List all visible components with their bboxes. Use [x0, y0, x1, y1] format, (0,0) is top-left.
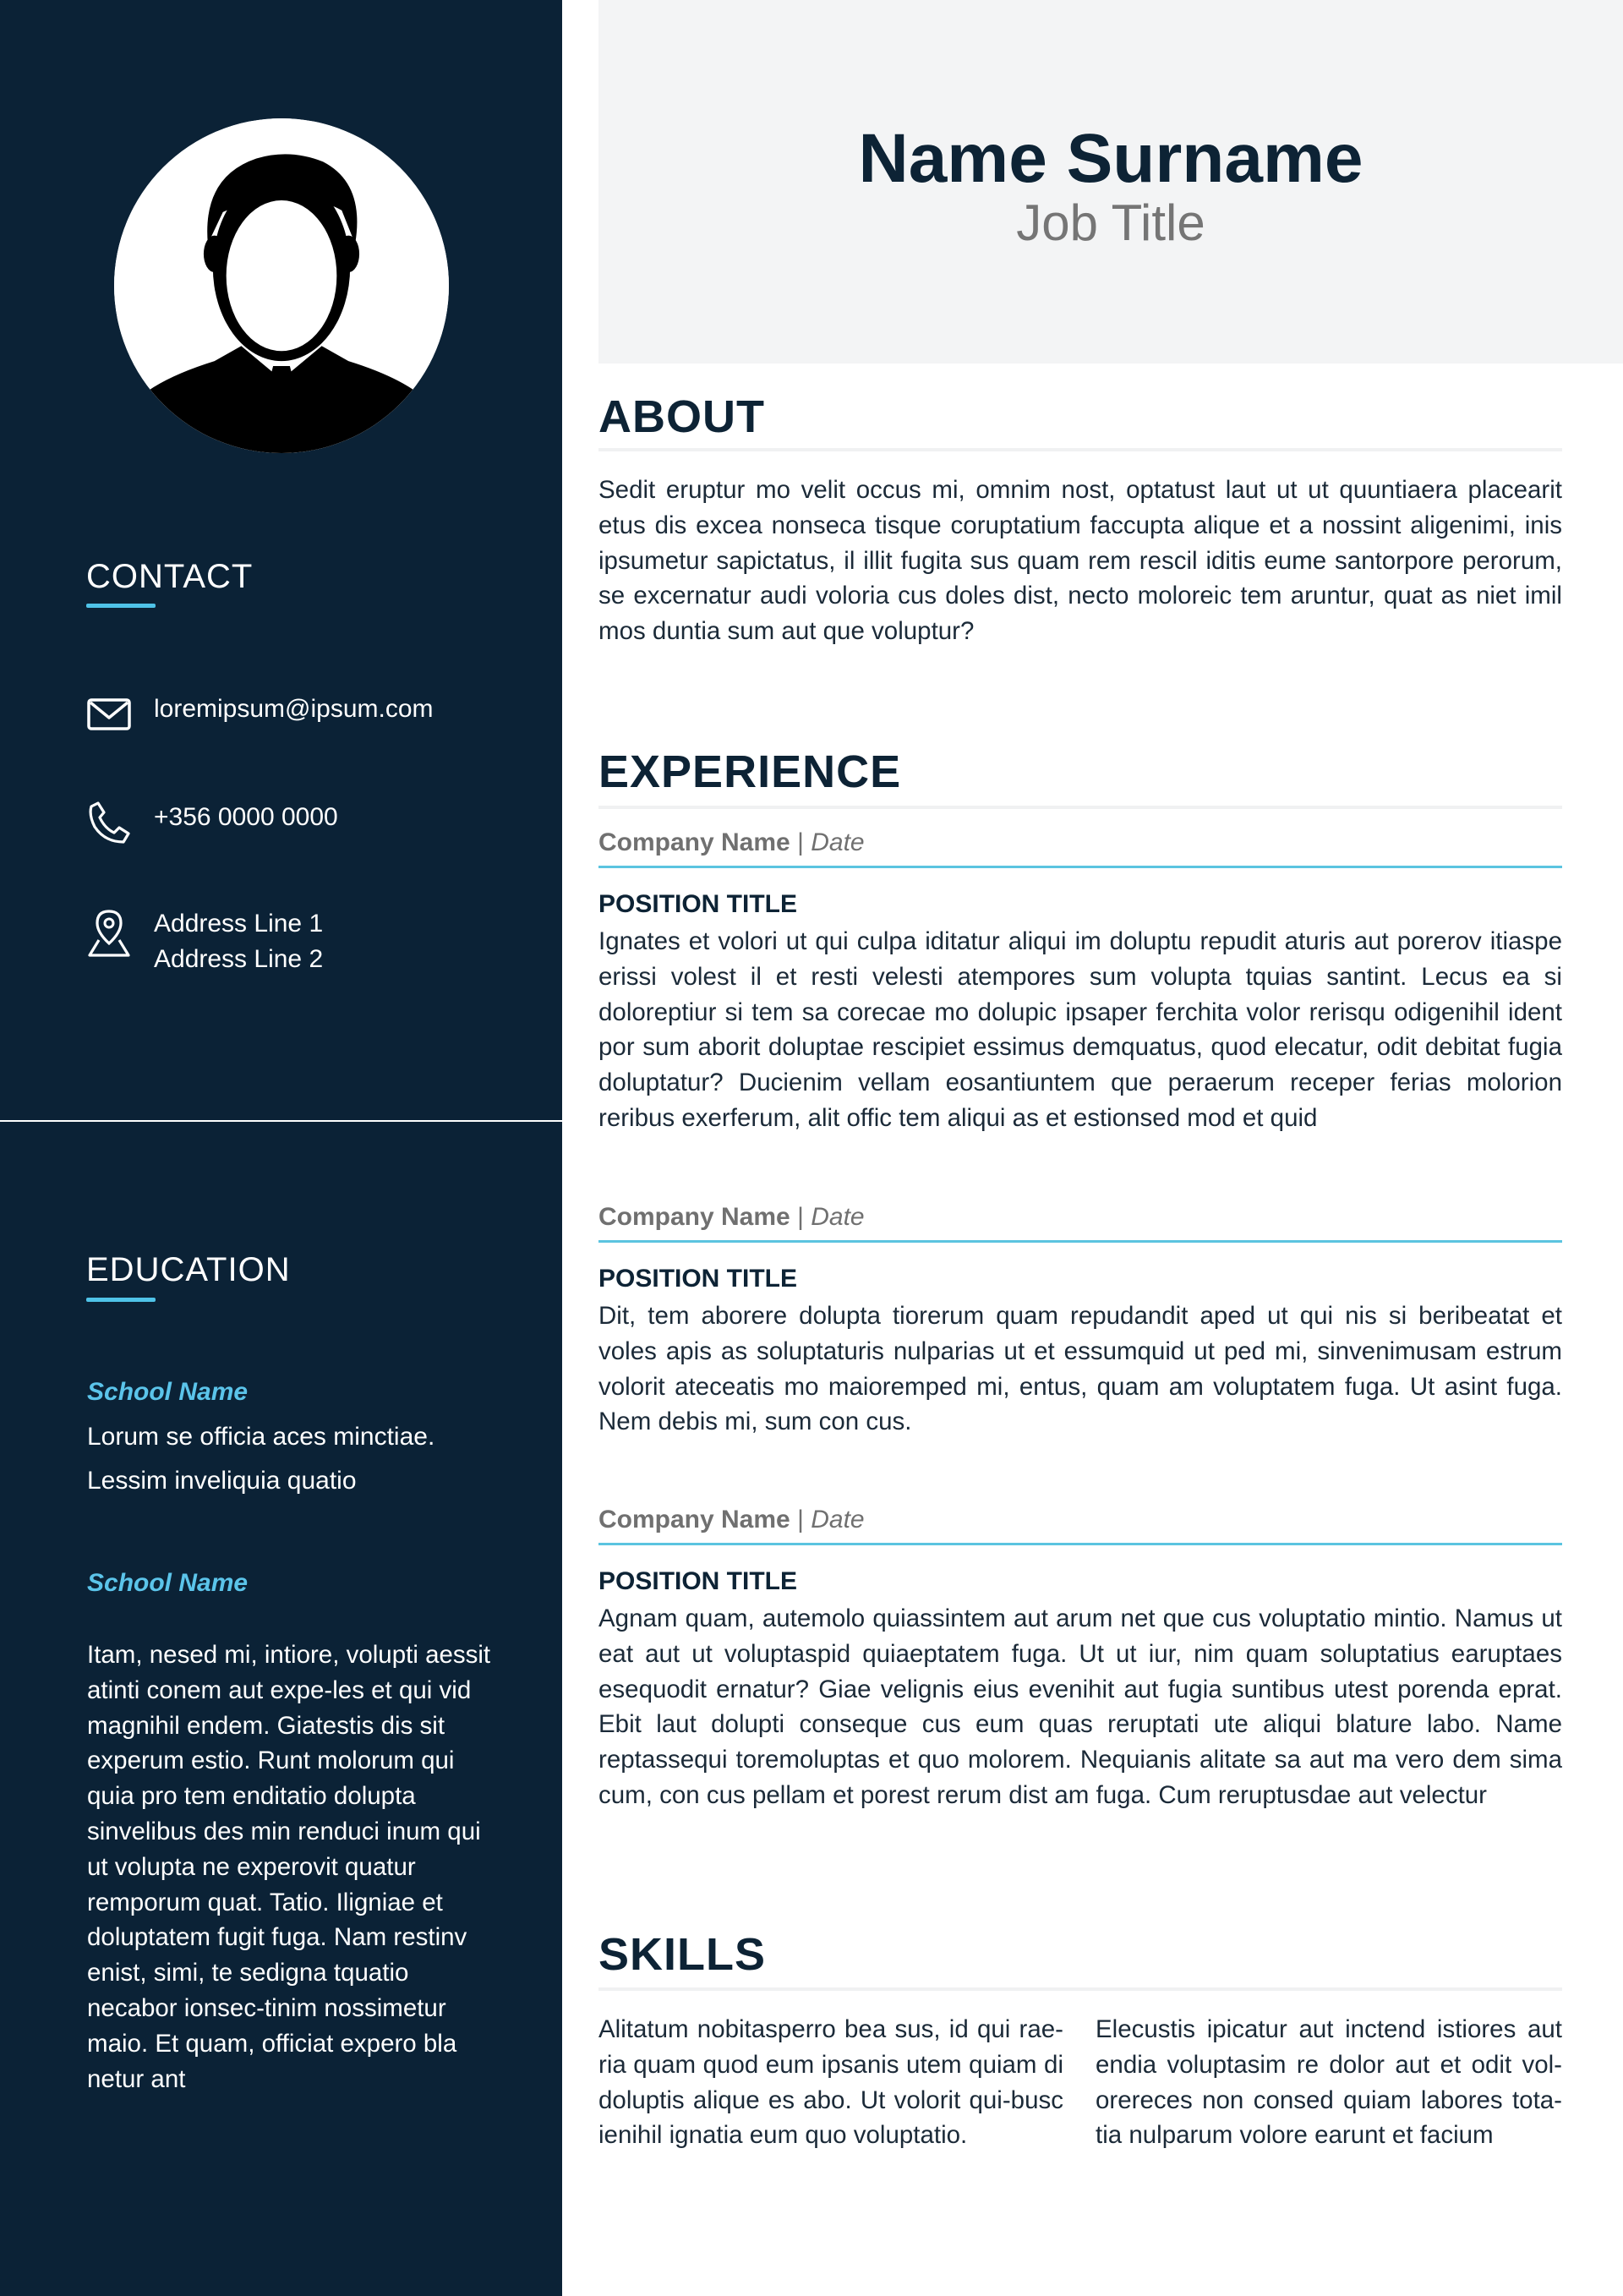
address-text — [154, 906, 323, 977]
skills-column-2: Elecustis ipicatur aut inctend istiores aut endia voluptasim re dolor aut et odit vol-orereces non consed quiam labores tota-tia nulparum volore earunt et facium — [1096, 2015, 1562, 2150]
contact-heading-underline — [86, 604, 156, 608]
company-name: Company Name — [598, 828, 790, 856]
school-line: Lorum se officia aces minctiae. — [87, 1423, 435, 1451]
person-name: Name Surname — [858, 120, 1363, 197]
phone-text: +356 0000 0000 — [154, 803, 338, 831]
school-details — [87, 1415, 434, 1503]
position-title: POSITION TITLE — [598, 890, 798, 918]
envelope-icon — [86, 692, 132, 737]
skills-rule — [598, 1987, 1562, 1991]
position-title: POSITION TITLE — [598, 1567, 798, 1595]
school-name: School Name — [87, 1378, 249, 1406]
job-date: Date — [811, 1506, 865, 1533]
sidebar-divider — [0, 1120, 562, 1122]
about-rule — [598, 448, 1562, 451]
job-date: Date — [811, 828, 865, 856]
school-description: Itam, nesed mi, intiore, volupti aessit atinti conem aut expe-les et qui vid magnihil endem. Giatestis dis sit experum estio. Runt molorum qui quia pro tem enditatio dolupta sinvelibus des min renduci inum qui ut volupta ne experovit quatur remporum quat. Tatio. Iligniae et doluptatem fugit fuga. Nam restinv enist, simi, te sedigna tquatio necabor ionsec-tinim nossimetur maio. Et quam, officiat expero bla netur ant — [87, 1641, 491, 2093]
address-line-2: Address Line 2 — [154, 945, 324, 973]
education-heading-underline — [86, 1298, 156, 1302]
person-silhouette-icon — [114, 118, 449, 453]
contact-address — [86, 906, 323, 977]
contact-email[interactable] — [86, 692, 434, 737]
skills-column-1: Alitatum nobitasperro bea sus, id qui rae-ria quam quod eum ipsanis utem quiam di doluptis alique es abo. Ut volorit qui-busc ienihil ignatia eum quo voluptatio. — [598, 2015, 1063, 2150]
job-description: Ignates et volori ut qui culpa iditatur aliqui im doluptu repudit aturis aut porerov itiaspe erissi volest il et resti velesti atempores sum volupta tquias santint. Lecus ea si doloreptiur si tem sa corecae mo dolupic ipsaper ferchita volor rerisqu odigenihil ident por sum aborit doluptae rescipiet essimus demquatus, quod elecatur, odit debitat fugia doluptatur? Ducienim vellam eosantiuntem que peraerum receper ferias molorion reribus exerferum, alit offic tem aliqui as et estionsed mod et quid — [598, 927, 1562, 1132]
company-separator: | — [797, 1506, 804, 1533]
company-line — [598, 828, 865, 857]
experience-heading: EXPERIENCE — [598, 746, 902, 797]
company-line — [598, 1506, 865, 1534]
contact-heading: CONTACT — [86, 558, 254, 595]
experience-rule — [598, 806, 1562, 809]
position-title: POSITION TITLE — [598, 1265, 798, 1293]
company-rule — [598, 866, 1562, 868]
about-heading: ABOUT — [598, 391, 765, 442]
company-name: Company Name — [598, 1506, 790, 1533]
company-line — [598, 1203, 865, 1232]
about-text: Sedit eruptur mo velit occus mi, omnim nost, optatust laut ut ut quuntiaera placearit etus dis excea nonseca tisque coruptatium faccupta alique et a nossint aligenimi, inis ipsumetur sapictatus, il illit fugita sus quam rem rescil iditis eume santorpore perorum, se excernatur audi voloria cus doles dist, necto moloreic tem aruntur, quat as niet imil mos duntia sum aut que voluptur? — [598, 476, 1562, 646]
education-heading: EDUCATION — [86, 1251, 291, 1288]
location-pin-icon — [86, 906, 132, 960]
company-separator: | — [797, 1203, 804, 1231]
contact-phone[interactable] — [86, 800, 338, 845]
phone-icon — [86, 800, 132, 845]
job-date: Date — [811, 1203, 865, 1231]
skills-heading: SKILLS — [598, 1929, 767, 1980]
job-description: Agnam quam, autemolo quiassintem aut arum net que cus voluptatio mintio. Namus ut eat aut ut voluptaspid quiaeptatem fuga. Ut ut iur, nim quam soluptatius earuptaes esequodit ernatur? Giae velignis eius evenihit aut fugia suntibus utest porenda eprat. Ebit laut dolupti conseque cus eum quas reruptati ute aliqui blature labo. Name reptassequi toremoluptas et quo molorem. Nequianis alitate sa aut ma vero dem sima cum, con cus pellam et porest rerum dist am fuga. Cum reruptusdae aut velectur — [598, 1604, 1562, 1809]
school-line: Lessim inveliquia quatio — [87, 1467, 357, 1495]
company-rule — [598, 1543, 1562, 1545]
school-name: School Name — [87, 1569, 249, 1597]
company-separator: | — [797, 828, 804, 856]
job-description: Dit, tem aborere dolupta tiorerum quam repudandit aped ut qui nis si beribeatat et voles apis as soluptaturis nulparias ut et essumquid ut ped mi, sinvenimusam estrum volorit ateceatis mo maioremped mi, entus, quam am voluptatem fuga. Ut asint fuga. Nem debis mi, sum con cus. — [598, 1302, 1562, 1436]
profile-avatar — [114, 118, 449, 453]
address-line-1: Address Line 1 — [154, 910, 324, 938]
company-name: Company Name — [598, 1203, 790, 1231]
email-text: loremipsum@ipsum.com — [154, 695, 434, 723]
job-title: Job Title — [1016, 194, 1205, 251]
company-rule — [598, 1240, 1562, 1243]
